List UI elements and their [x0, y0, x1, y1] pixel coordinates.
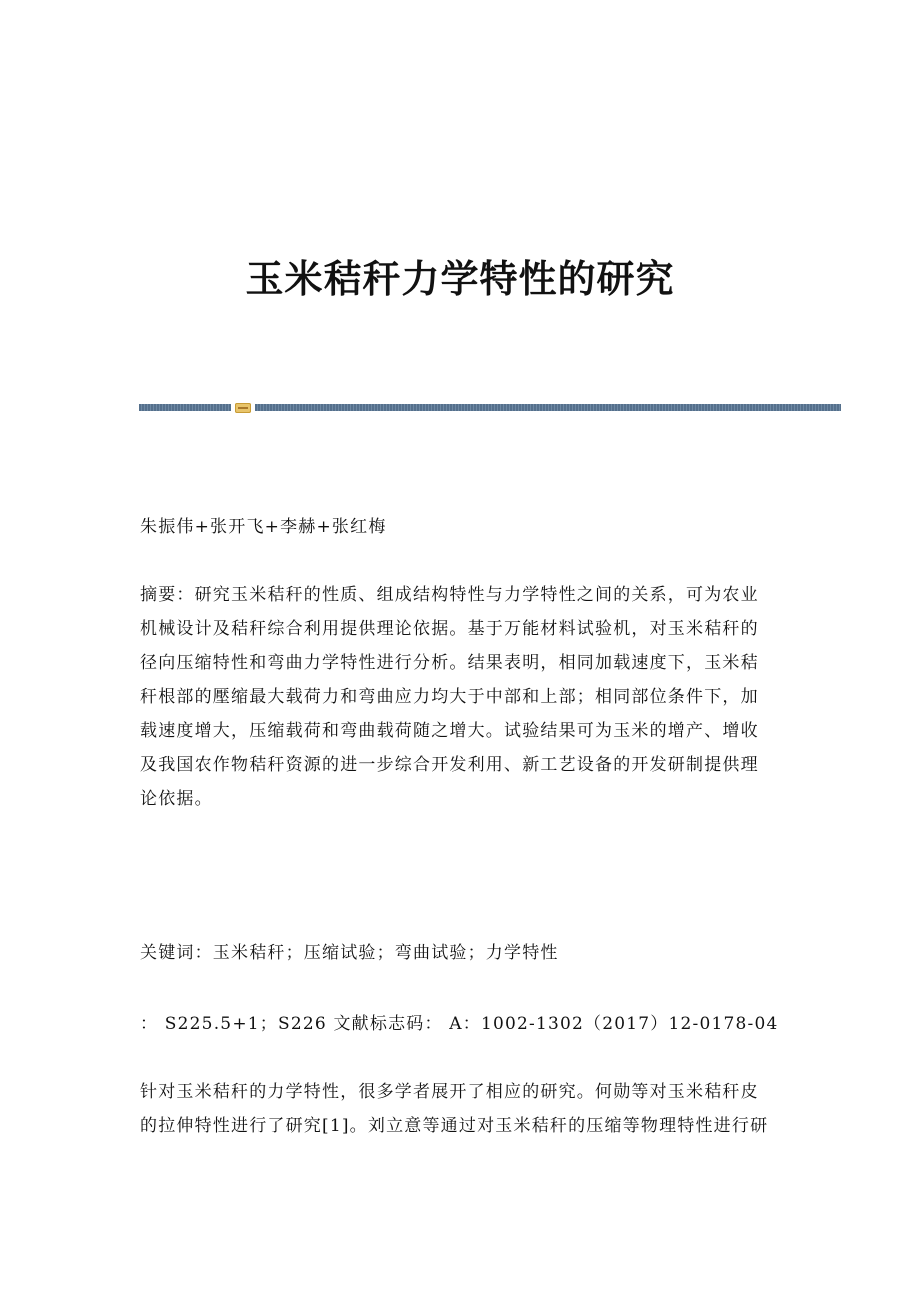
abstract-line: 摘要：研究玉米秸秆的性质、组成结构特性与力学特性之间的关系，可为农业: [140, 585, 759, 605]
abstract-line: 机械设计及秸秆综合利用提供理论依据。基于万能材料试验机，对玉米秸秆的: [140, 619, 759, 639]
abstract-line: 秆根部的壓缩最大载荷力和弯曲应力均大于中部和上部；相同部位条件下，加: [140, 687, 759, 707]
authors-line: 朱振伟+张开飞+李赫+张红梅: [140, 517, 387, 537]
abstract-line: 及我国农作物秸秆资源的进一步综合开发利用、新工艺设备的开发研制提供理: [140, 755, 759, 775]
abstract-paragraph: [140, 578, 780, 816]
divider-bar-left: [139, 404, 231, 411]
divider-ornament-icon: [235, 403, 251, 413]
abstract-line: 论依据。: [140, 789, 213, 809]
keywords-line: 关键词：玉米秸秆；压缩试验；弯曲试验；力学特性: [140, 943, 559, 963]
page-title: 玉米秸秆力学特性的研究: [245, 257, 675, 302]
intro-paragraph: [140, 1075, 780, 1143]
abstract-line: 径向压缩特性和弯曲力学特性进行分析。结果表明，相同加载速度下，玉米秸: [140, 653, 759, 673]
divider-bar-right: [255, 404, 841, 411]
title-divider: [139, 403, 841, 413]
classification-line: ： S225.5+1；S226 文献标志码： A：1002-1302（2017）12-0178-04: [140, 1014, 779, 1034]
intro-line: 针对玉米秸秆的力学特性，很多学者展开了相应的研究。何勋等对玉米秸秆皮: [140, 1082, 759, 1102]
abstract-line: 载速度增大，压缩载荷和弯曲载荷随之增大。试验结果可为玉米的增产、增收: [140, 721, 759, 741]
intro-line: 的拉伸特性进行了研究[1]。刘立意等通过对玉米秸秆的压缩等物理特性进行研: [140, 1116, 769, 1136]
